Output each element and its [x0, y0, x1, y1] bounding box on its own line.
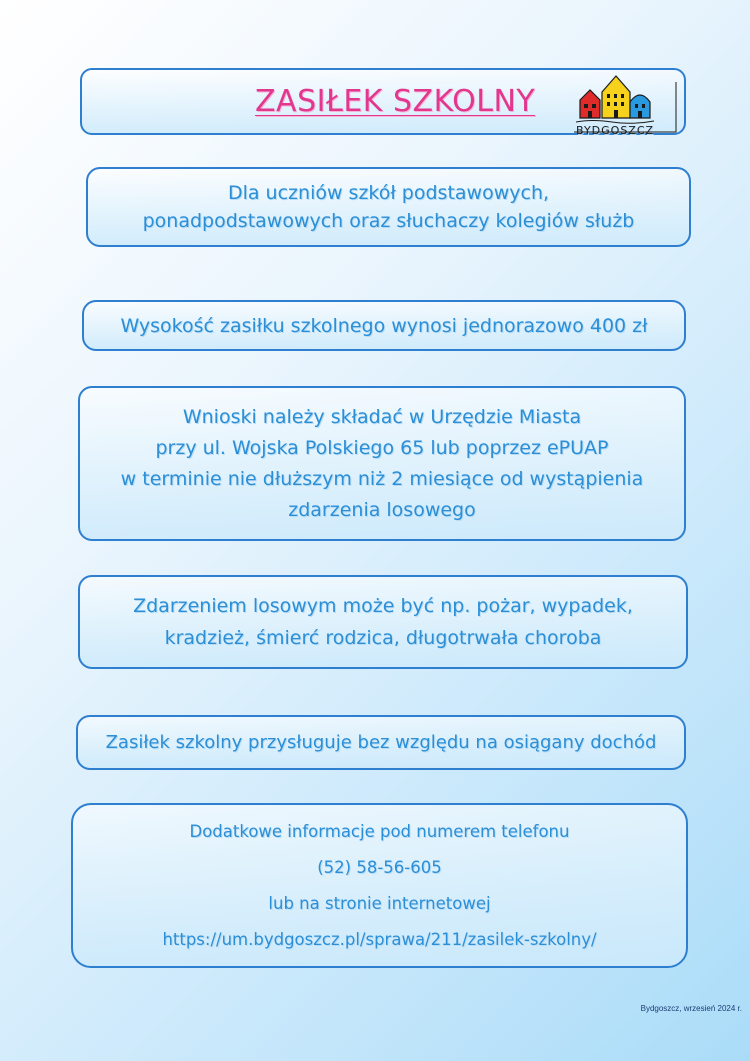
bydgoszcz-logo [572, 72, 682, 136]
income-box [76, 715, 686, 770]
random-event-box [78, 575, 688, 669]
title-box [80, 68, 686, 135]
where-line-3: w terminie nie dłuższym niż 2 miesiące od wystąpienia [120, 467, 644, 490]
contact-box [71, 803, 688, 968]
where-line-2: przy ul. Wojska Polskiego 65 lub poprzez ePUAP [155, 436, 609, 459]
audience-box [86, 167, 691, 247]
contact-url[interactable]: https://um.bydgoszcz.pl/sprawa/211/zasilek-szkolny/ [162, 929, 597, 949]
footer-date: Bydgoszcz, wrzesień 2024 r. [640, 1004, 742, 1013]
audience-line-2: ponadpodstawowych oraz słuchaczy kolegiów służb [142, 210, 635, 232]
random-event-line-2: kradzież, śmierć rodzica, długotrwała choroba [164, 627, 602, 649]
where-line-1: Wnioski należy składać w Urzędzie Miasta [182, 405, 582, 428]
contact-phone: (52) 58-56-605 [317, 857, 442, 877]
page-title: ZASIŁEK SZKOLNY [255, 84, 536, 119]
logo-text: BYDGOSZCZ [576, 124, 655, 136]
application-info-box [78, 386, 686, 541]
income-text: Zasiłek szkolny przysługuje bez względu na osiągany dochód [105, 732, 657, 753]
contact-line-3: lub na stronie internetowej [268, 893, 491, 913]
contact-line-1: Dodatkowe informacje pod numerem telefonu [189, 821, 570, 841]
amount-box [82, 300, 686, 351]
where-line-4: zdarzenia losowego [288, 498, 476, 521]
random-event-line-1: Zdarzeniem losowym może być np. pożar, wypadek, [133, 595, 633, 617]
amount-text: Wysokość zasiłku szkolnego wynosi jednorazowo 400 zł [120, 314, 648, 337]
audience-line-1: Dla uczniów szkół podstawowych, [227, 182, 550, 204]
